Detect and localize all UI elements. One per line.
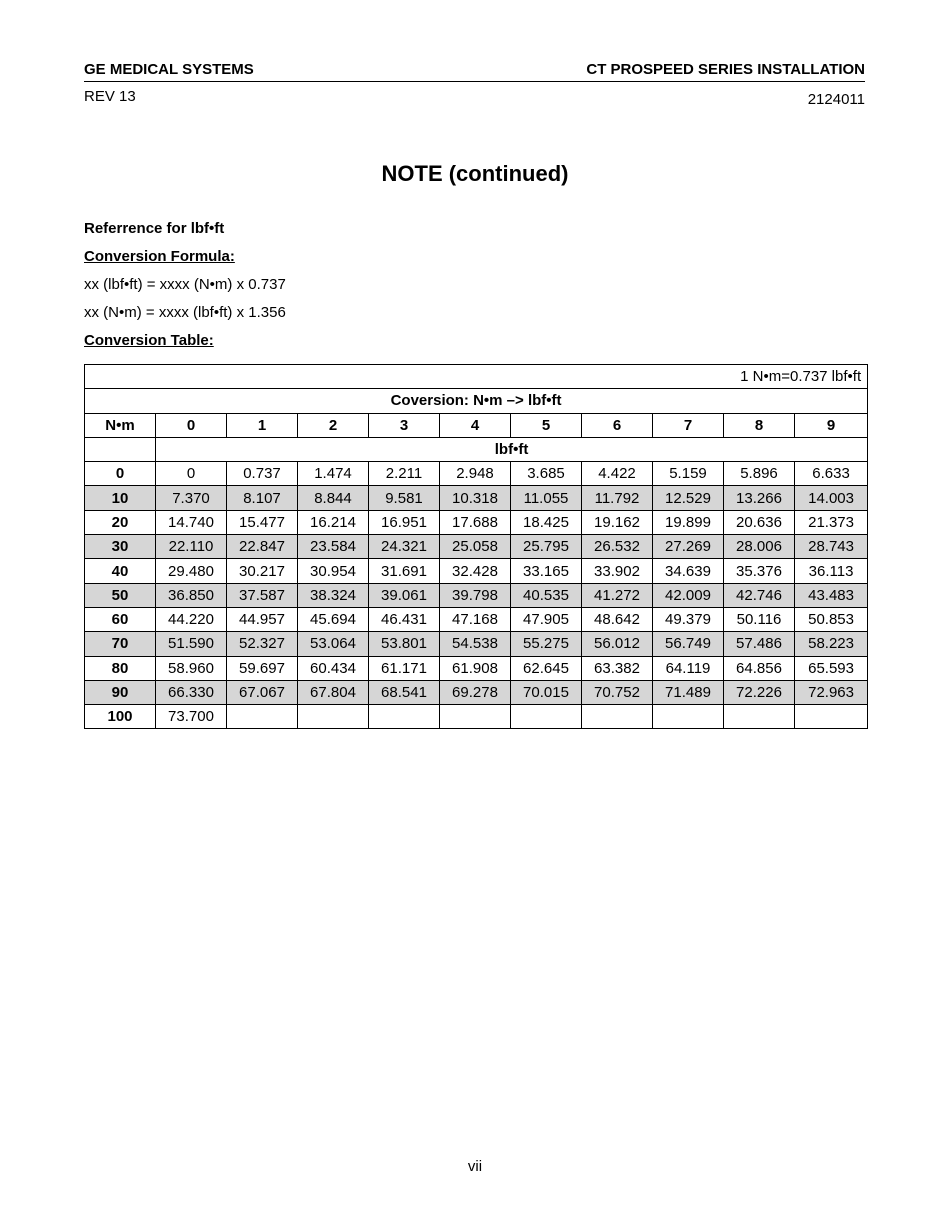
- column-header: 5: [511, 413, 582, 437]
- table-cell: 36.113: [795, 559, 868, 583]
- conversion-table: [84, 364, 868, 729]
- row-header: 90: [85, 680, 156, 704]
- table-cell: 31.691: [369, 559, 440, 583]
- table-row: [85, 535, 868, 559]
- column-header: 8: [724, 413, 795, 437]
- column-header: 7: [653, 413, 724, 437]
- unit-label: lbf•ft: [156, 437, 868, 461]
- table-row: [85, 680, 868, 704]
- table-cell: 12.529: [653, 486, 724, 510]
- page-number: vii: [467, 1158, 483, 1175]
- table-cell: 15.477: [227, 510, 298, 534]
- table-cell: 20.636: [724, 510, 795, 534]
- table-row: [85, 486, 868, 510]
- table-cell: 35.376: [724, 559, 795, 583]
- table-cell: 14.740: [156, 510, 227, 534]
- table-row: [85, 510, 868, 534]
- table-cell: 3.685: [511, 462, 582, 486]
- column-header: 9: [795, 413, 868, 437]
- table-cell: 11.055: [511, 486, 582, 510]
- table-cell: 13.266: [724, 486, 795, 510]
- table-cell: 39.061: [369, 583, 440, 607]
- table-cell: 6.633: [795, 462, 868, 486]
- table-cell: 18.425: [511, 510, 582, 534]
- table-cell: 70.015: [511, 680, 582, 704]
- table-cell: 22.110: [156, 535, 227, 559]
- table-cell: 10.318: [440, 486, 511, 510]
- table-cell: 61.171: [369, 656, 440, 680]
- table-cell: 52.327: [227, 632, 298, 656]
- table-cell: 41.272: [582, 583, 653, 607]
- table-row: [85, 607, 868, 631]
- table-cell: 47.905: [511, 607, 582, 631]
- table-cell: 72.963: [795, 680, 868, 704]
- table-cell: 68.541: [369, 680, 440, 704]
- table-cell: 56.749: [653, 632, 724, 656]
- table-cell: 64.119: [653, 656, 724, 680]
- table-cell: 59.697: [227, 656, 298, 680]
- table-cell: [795, 705, 868, 729]
- table-cell: [227, 705, 298, 729]
- table-cell: 47.168: [440, 607, 511, 631]
- row-header: 70: [85, 632, 156, 656]
- table-cell: 11.792: [582, 486, 653, 510]
- table-row: [85, 559, 868, 583]
- table-cell: 42.746: [724, 583, 795, 607]
- table-cell: 30.954: [298, 559, 369, 583]
- table-cell: 50.853: [795, 607, 868, 631]
- table-cell: [298, 705, 369, 729]
- table-row: [85, 462, 868, 486]
- table-cell: 25.795: [511, 535, 582, 559]
- page-title: NOTE (continued): [381, 161, 569, 186]
- page-header: [84, 61, 865, 82]
- table-cell: 17.688: [440, 510, 511, 534]
- table-cell: 46.431: [369, 607, 440, 631]
- column-header: 3: [369, 413, 440, 437]
- table-cell: 23.584: [298, 535, 369, 559]
- row-header: 80: [85, 656, 156, 680]
- table-note: 1 N•m=0.737 lbf•ft: [85, 365, 868, 389]
- row-header: 0: [85, 462, 156, 486]
- table-cell: [440, 705, 511, 729]
- table-cell: 26.532: [582, 535, 653, 559]
- table-row: [85, 705, 868, 729]
- table-cell: 1.474: [298, 462, 369, 486]
- table-cell: 36.850: [156, 583, 227, 607]
- table-cell: 62.645: [511, 656, 582, 680]
- row-header: 50: [85, 583, 156, 607]
- table-cell: 53.064: [298, 632, 369, 656]
- table-cell: 64.856: [724, 656, 795, 680]
- table-cell: 16.951: [369, 510, 440, 534]
- table-cell: 66.330: [156, 680, 227, 704]
- unit-row: [85, 437, 868, 461]
- row-header: 40: [85, 559, 156, 583]
- formula-line: xx (lbf•ft) = xxxx (N•m) x 0.737: [84, 276, 286, 293]
- table-cell: [369, 705, 440, 729]
- table-cell: 19.899: [653, 510, 724, 534]
- table-cell: 4.422: [582, 462, 653, 486]
- table-cell: 32.428: [440, 559, 511, 583]
- table-cell: 69.278: [440, 680, 511, 704]
- table-cell: 8.107: [227, 486, 298, 510]
- table-cell: 65.593: [795, 656, 868, 680]
- row-header: 60: [85, 607, 156, 631]
- column-header: 6: [582, 413, 653, 437]
- table-cell: 38.324: [298, 583, 369, 607]
- table-cell: 5.159: [653, 462, 724, 486]
- table-cell: 39.798: [440, 583, 511, 607]
- manual-title: CT PROSPEED SERIES INSTALLATION: [586, 61, 865, 78]
- table-cell: 8.844: [298, 486, 369, 510]
- row-header: 30: [85, 535, 156, 559]
- table-cell: 55.275: [511, 632, 582, 656]
- table-cell: 67.067: [227, 680, 298, 704]
- table-cell: 9.581: [369, 486, 440, 510]
- table-cell: 73.700: [156, 705, 227, 729]
- table-cell: 2.948: [440, 462, 511, 486]
- table-row: [85, 632, 868, 656]
- table-cell: 67.804: [298, 680, 369, 704]
- revision-label: REV 13: [84, 88, 136, 105]
- reference-heading: Referrence for lbf•ft: [84, 220, 225, 237]
- table-cell: 70.752: [582, 680, 653, 704]
- table-cell: 40.535: [511, 583, 582, 607]
- table-cell: 71.489: [653, 680, 724, 704]
- table-cell: 72.226: [724, 680, 795, 704]
- table-cell: 0: [156, 462, 227, 486]
- table-cell: 45.694: [298, 607, 369, 631]
- table-cell: 57.486: [724, 632, 795, 656]
- table-cell: 30.217: [227, 559, 298, 583]
- formula-heading: Conversion Formula:: [84, 248, 235, 265]
- table-caption: Coversion: N•m –> lbf•ft: [85, 389, 868, 413]
- table-cell: 58.960: [156, 656, 227, 680]
- table-row: [85, 583, 868, 607]
- table-cell: 51.590: [156, 632, 227, 656]
- table-cell: 37.587: [227, 583, 298, 607]
- table-cell: 43.483: [795, 583, 868, 607]
- row-header: 10: [85, 486, 156, 510]
- table-row: [85, 656, 868, 680]
- column-header-row: [85, 413, 868, 437]
- table-cell: 63.382: [582, 656, 653, 680]
- table-cell: 42.009: [653, 583, 724, 607]
- column-header: 4: [440, 413, 511, 437]
- formula-line: xx (N•m) = xxxx (lbf•ft) x 1.356: [84, 304, 286, 321]
- column-header: 1: [227, 413, 298, 437]
- company-name: GE MEDICAL SYSTEMS: [84, 61, 254, 78]
- table-cell: [653, 705, 724, 729]
- table-cell: 29.480: [156, 559, 227, 583]
- table-cell: 61.908: [440, 656, 511, 680]
- table-cell: 44.957: [227, 607, 298, 631]
- unit-row-blank: [85, 437, 156, 461]
- table-cell: 34.639: [653, 559, 724, 583]
- table-cell: [511, 705, 582, 729]
- column-header: 2: [298, 413, 369, 437]
- table-cell: 2.211: [369, 462, 440, 486]
- table-cell: 33.165: [511, 559, 582, 583]
- table-cell: 19.162: [582, 510, 653, 534]
- table-cell: 16.214: [298, 510, 369, 534]
- table-cell: 25.058: [440, 535, 511, 559]
- table-cell: 48.642: [582, 607, 653, 631]
- table-cell: 58.223: [795, 632, 868, 656]
- table-cell: 5.896: [724, 462, 795, 486]
- table-cell: 22.847: [227, 535, 298, 559]
- table-cell: 28.743: [795, 535, 868, 559]
- table-cell: 44.220: [156, 607, 227, 631]
- table-heading: Conversion Table:: [84, 332, 214, 349]
- row-header: 100: [85, 705, 156, 729]
- table-cell: 60.434: [298, 656, 369, 680]
- table-cell: 27.269: [653, 535, 724, 559]
- table-cell: 28.006: [724, 535, 795, 559]
- table-cell: 14.003: [795, 486, 868, 510]
- table-cell: [724, 705, 795, 729]
- table-cell: 33.902: [582, 559, 653, 583]
- table-cell: 7.370: [156, 486, 227, 510]
- table-cell: 49.379: [653, 607, 724, 631]
- table-cell: 0.737: [227, 462, 298, 486]
- table-cell: [582, 705, 653, 729]
- table-cell: 53.801: [369, 632, 440, 656]
- column-header: 0: [156, 413, 227, 437]
- document-number: 2124011: [807, 91, 865, 108]
- table-cell: 54.538: [440, 632, 511, 656]
- row-header: 20: [85, 510, 156, 534]
- table-cell: 24.321: [369, 535, 440, 559]
- table-cell: 50.116: [724, 607, 795, 631]
- corner-label: N•m: [85, 413, 156, 437]
- table-cell: 21.373: [795, 510, 868, 534]
- table-cell: 56.012: [582, 632, 653, 656]
